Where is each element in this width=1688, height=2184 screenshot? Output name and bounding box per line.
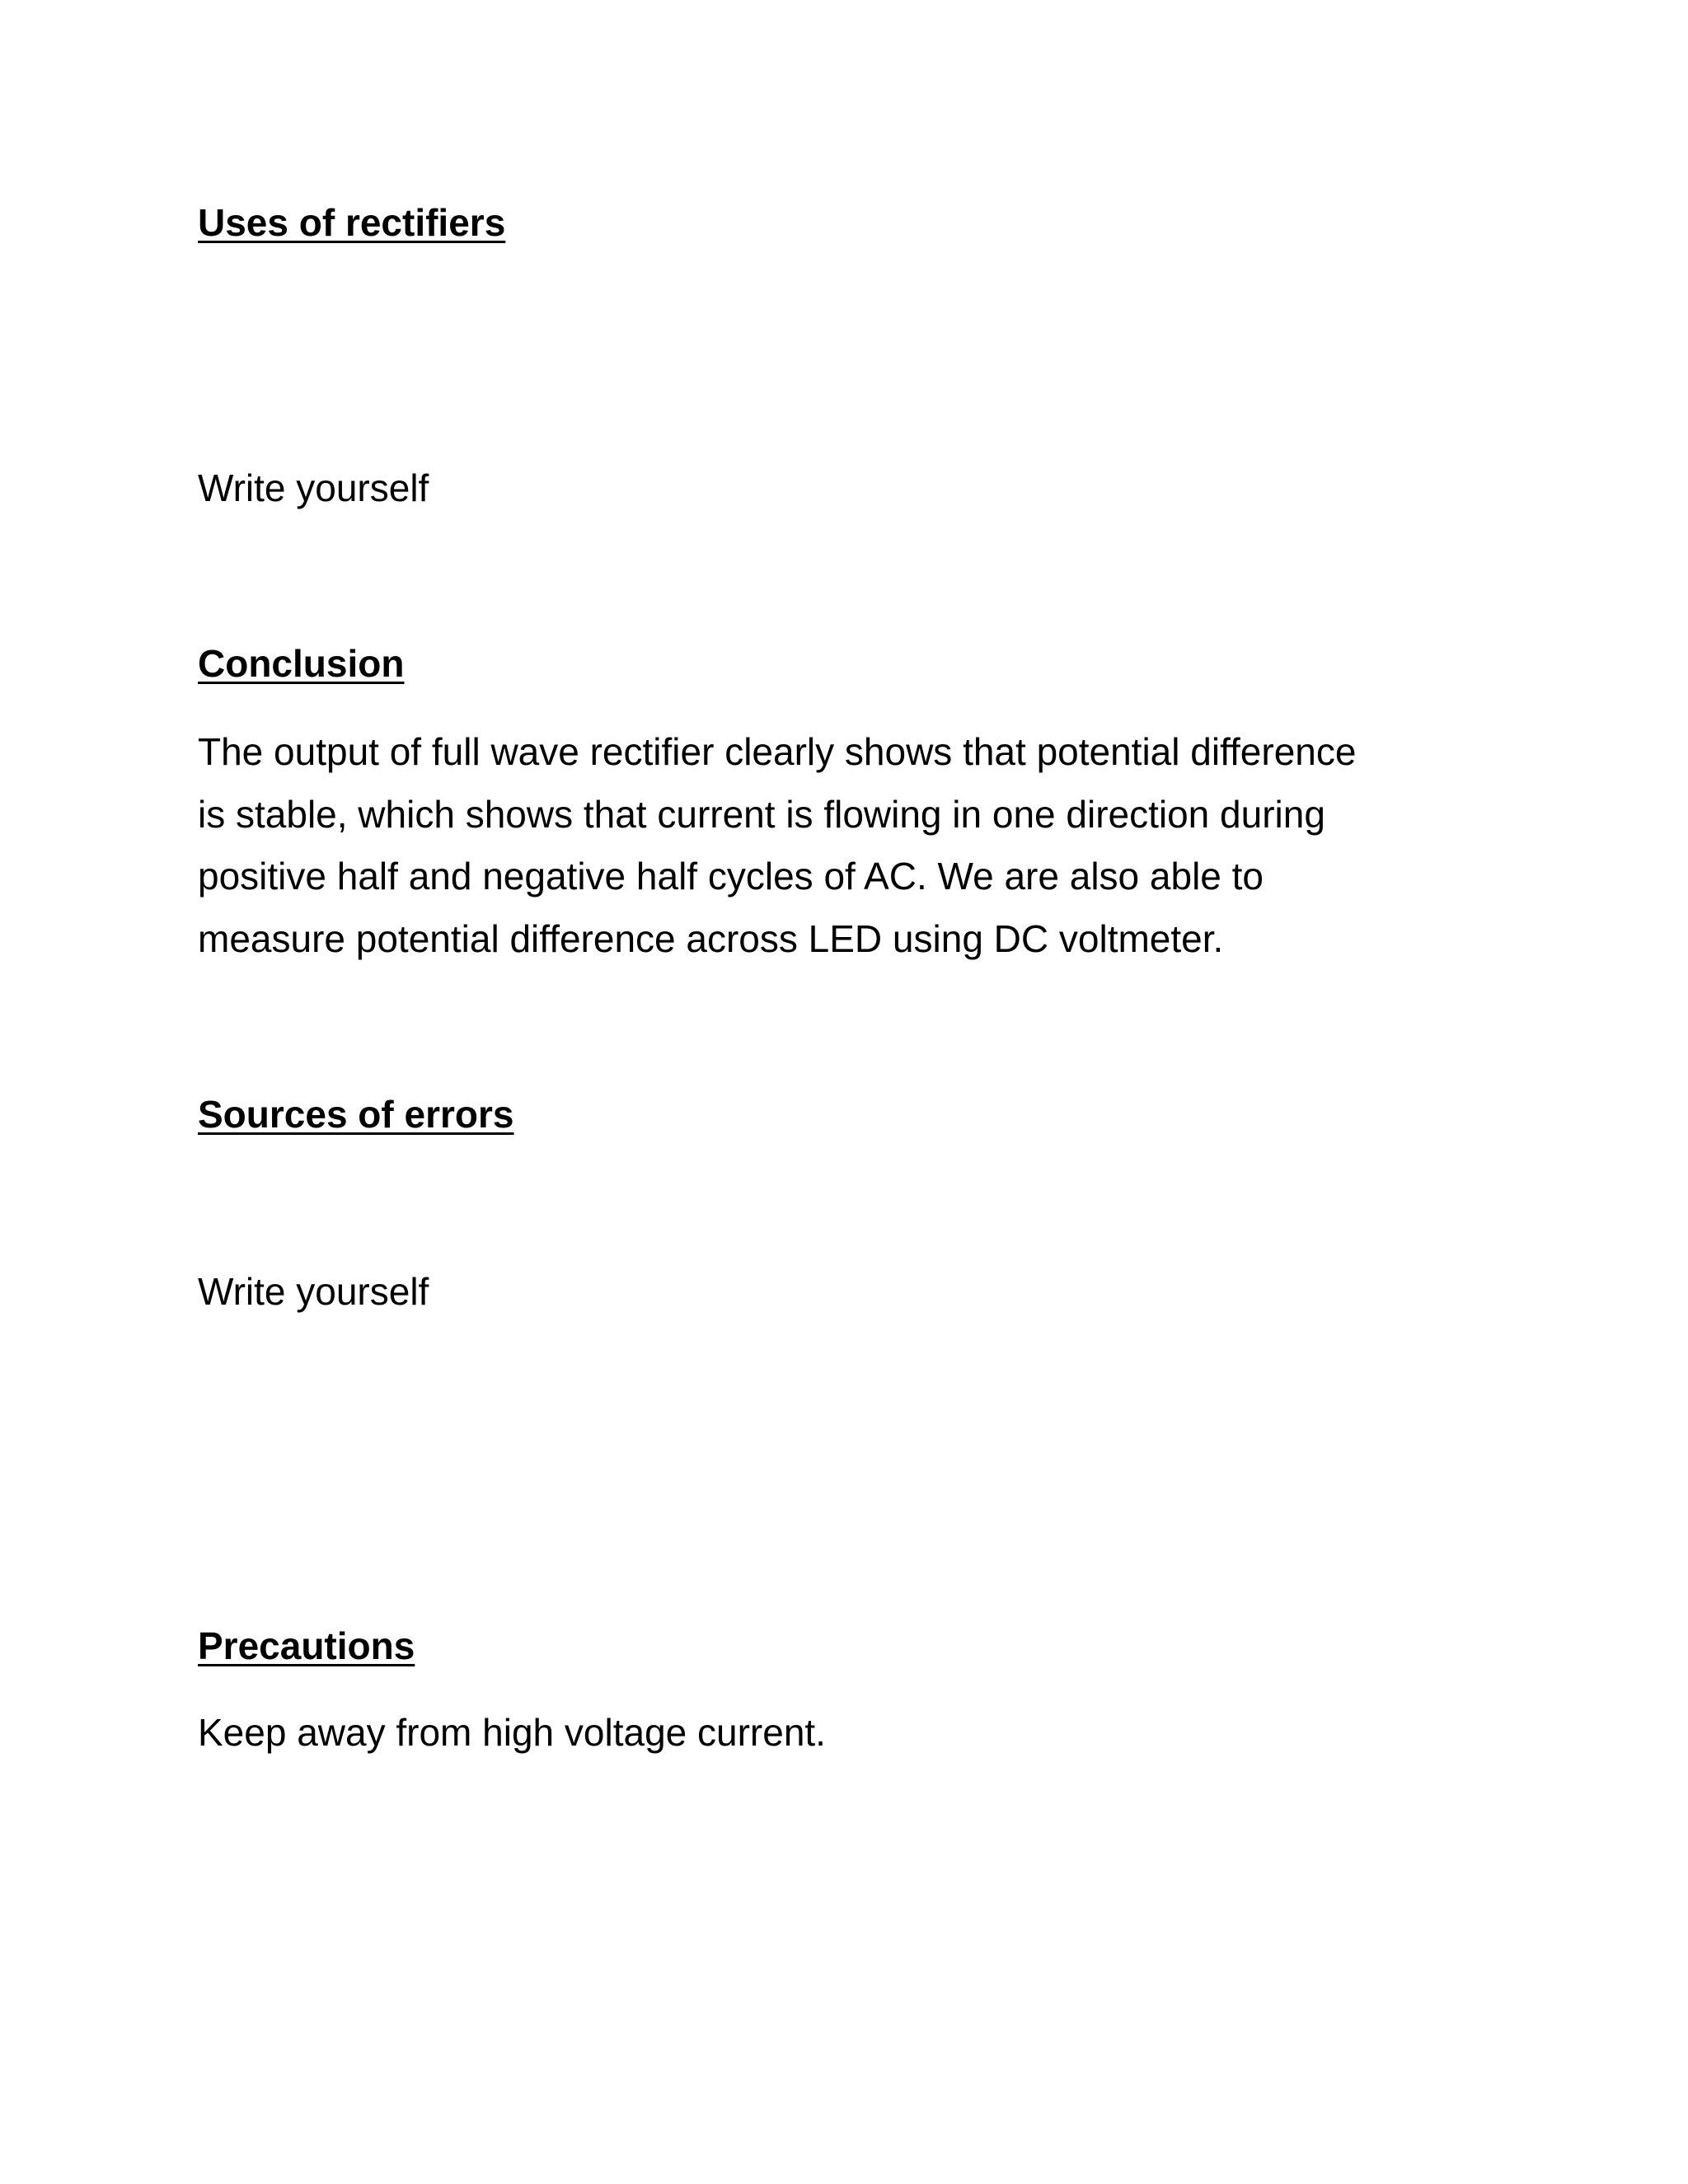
conclusion-heading: Conclusion [198,642,405,685]
sources-of-errors-heading: Sources of errors [198,1093,514,1136]
precautions-heading: Precautions [198,1624,415,1667]
conclusion-line-2: is stable, which shows that current is flowing in one direction during [198,793,1325,836]
uses-of-rectifiers-body: Write yourself [198,466,429,509]
uses-of-rectifiers-heading: Uses of rectifiers [198,201,506,244]
sources-of-errors-body: Write yourself [198,1270,429,1313]
precautions-body: Keep away from high voltage current. [198,1711,826,1754]
conclusion-line-3: positive half and negative half cycles of AC. We are also able to [198,855,1264,898]
conclusion-line-1: The output of full wave rectifier clearly shows that potential difference [198,730,1357,773]
conclusion-line-4: measure potential difference across LED using DC voltmeter. [198,917,1224,960]
